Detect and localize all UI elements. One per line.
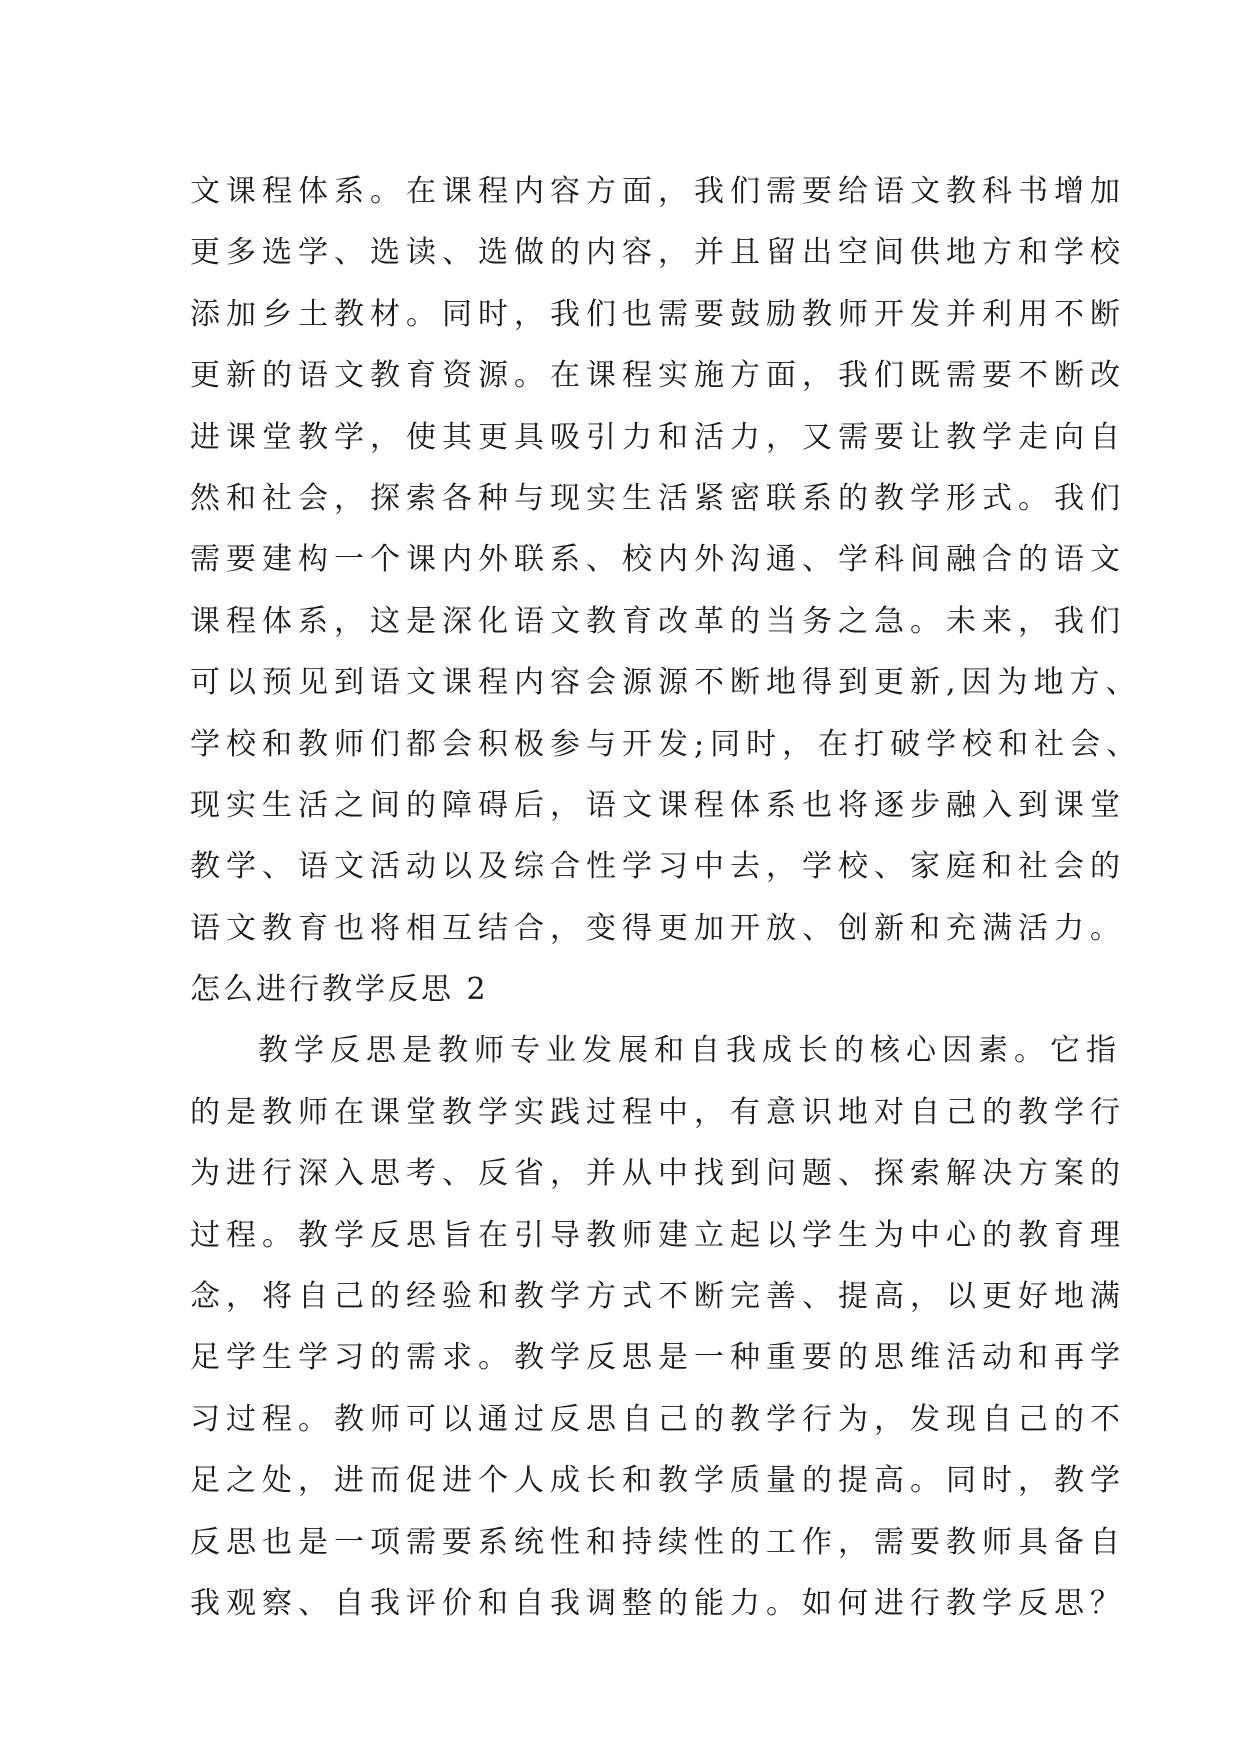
paragraph-first-line: 教学反思是教师专业发展和自我成长的核心因素。它指 — [258, 1033, 1122, 1069]
paragraph-line: 的是教师在课堂教学实践过程中，有意识地对自己的教学行 — [190, 1094, 1126, 1130]
paragraph-line: 反思也是一项需要系统性和持续性的工作，需要教师具备自 — [190, 1524, 1126, 1560]
paragraph-line: 足之处，进而促进个人成长和教学质量的提高。同时，教学 — [190, 1463, 1126, 1499]
section-heading: 怎么进行教学反思 2 — [190, 972, 489, 1008]
paragraph-line: 添加乡土教材。同时，我们也需要鼓励教师开发并利用不断 — [190, 296, 1126, 332]
paragraph-line: 更新的语文教育资源。在课程实施方面，我们既需要不断改 — [190, 358, 1126, 394]
paragraph-line: 习过程。教师可以通过反思自己的教学行为，发现自己的不 — [190, 1401, 1126, 1437]
paragraph-line: 现实生活之间的障碍后，语文课程体系也将逐步融入到课堂 — [190, 787, 1126, 823]
paragraph-line: 学校和教师们都会积极参与开发;同时，在打破学校和社会、 — [190, 726, 1143, 762]
paragraph-line: 课程体系，这是深化语文教育改革的当务之急。未来，我们 — [190, 603, 1126, 639]
paragraph-line: 然和社会，探索各种与现实生活紧密联系的教学形式。我们 — [190, 480, 1126, 516]
paragraph-line: 教学、语文活动以及综合性学习中去，学校、家庭和社会的 — [190, 849, 1126, 885]
paragraph-line: 文课程体系。在课程内容方面，我们需要给语文教科书增加 — [190, 174, 1126, 209]
paragraph-line: 为进行深入思考、反省，并从中找到问题、探索解决方案的 — [190, 1156, 1126, 1192]
paragraph-line: 进课堂教学，使其更具吸引力和活力，又需要让教学走向自 — [190, 419, 1126, 455]
paragraph-line: 更多选学、选读、选做的内容，并且留出空间供地方和学校 — [190, 235, 1126, 271]
paragraph-line: 过程。教学反思旨在引导教师建立起以学生为中心的教育理 — [190, 1217, 1126, 1253]
document-body — [190, 161, 1143, 1634]
paragraph-line: 念，将自己的经验和教学方式不断完善、提高，以更好地满 — [190, 1279, 1126, 1315]
paragraph-line: 需要建构一个课内外联系、校内外沟通、学科间融合的语文 — [190, 542, 1126, 578]
paragraph-line: 我观察、自我评价和自我调整的能力。如何进行教学反思？ — [190, 1585, 1126, 1621]
paragraph-line: 足学生学习的需求。教学反思是一种重要的思维活动和再学 — [190, 1340, 1126, 1376]
paragraph-line: 语文教育也将相互结合，变得更加开放、创新和充满活力。 — [190, 910, 1126, 946]
paragraph-line: 可以预见到语文课程内容会源源不断地得到更新,因为地方、 — [190, 665, 1142, 701]
